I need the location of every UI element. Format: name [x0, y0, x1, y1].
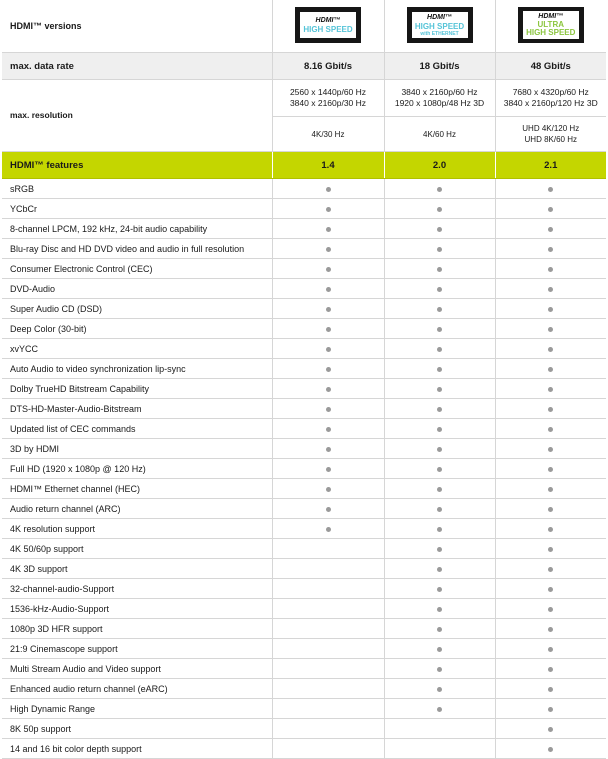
supported-dot-icon: [548, 527, 553, 532]
support-cell: [495, 719, 606, 739]
support-cell: [272, 419, 384, 439]
support-cell: [384, 339, 495, 359]
supported-dot-icon: [548, 507, 553, 512]
supported-dot-icon: [326, 527, 331, 532]
support-cell: [495, 259, 606, 279]
support-cell: [495, 619, 606, 639]
supported-dot-icon: [548, 747, 553, 752]
feature-row: [2, 459, 606, 479]
supported-dot-icon: [548, 447, 553, 452]
supported-dot-icon: [437, 447, 442, 452]
features-header-label: HDMI™ features: [2, 152, 272, 179]
version-number: 2.1: [495, 152, 606, 179]
support-cell: [272, 219, 384, 239]
feature-name: Dolby TrueHD Bitstream Capability: [2, 379, 272, 399]
support-cell: [384, 539, 495, 559]
feature-name: DVD-Audio: [2, 279, 272, 299]
support-cell: [384, 739, 495, 759]
logo-brand: HDMI™: [538, 13, 564, 20]
support-cell: [272, 479, 384, 499]
support-cell: [272, 619, 384, 639]
supported-dot-icon: [437, 347, 442, 352]
logo-brand: HDMI™: [315, 16, 341, 24]
support-cell: [495, 279, 606, 299]
logo-brand: HDMI™: [427, 13, 452, 21]
logo-cell-2: [384, 0, 495, 53]
supported-dot-icon: [326, 187, 331, 192]
supported-dot-icon: [326, 327, 331, 332]
resolution-label: max. resolution: [2, 80, 272, 152]
support-cell: [384, 459, 495, 479]
data-rate-value: 48 Gbit/s: [495, 53, 606, 80]
support-cell: [495, 219, 606, 239]
support-cell: [495, 639, 606, 659]
support-cell: [384, 179, 495, 199]
logo-line: HIGH SPEED: [303, 24, 353, 34]
supported-dot-icon: [437, 287, 442, 292]
versions-row: [2, 0, 606, 53]
feature-row: [2, 579, 606, 599]
feature-name: 1080p 3D HFR support: [2, 619, 272, 639]
supported-dot-icon: [548, 407, 553, 412]
supported-dot-icon: [548, 467, 553, 472]
support-cell: [495, 419, 606, 439]
hdmi-high-speed-logo: [295, 7, 361, 43]
feature-name: Consumer Electronic Control (CEC): [2, 259, 272, 279]
supported-dot-icon: [548, 427, 553, 432]
hdmi-comparison-table: [2, 0, 606, 759]
support-cell: [384, 279, 495, 299]
supported-dot-icon: [548, 347, 553, 352]
support-cell: [495, 179, 606, 199]
supported-dot-icon: [437, 647, 442, 652]
feature-name: Multi Stream Audio and Video support: [2, 659, 272, 679]
supported-dot-icon: [548, 187, 553, 192]
feature-name: 4K 3D support: [2, 559, 272, 579]
versions-label: HDMI™ versions: [2, 0, 272, 53]
feature-name: 8K 50p support: [2, 719, 272, 739]
feature-name: Updated list of CEC commands: [2, 419, 272, 439]
support-cell: [272, 739, 384, 759]
support-cell: [384, 519, 495, 539]
feature-name: High Dynamic Range: [2, 699, 272, 719]
feature-name: DTS-HD-Master-Audio-Bitstream: [2, 399, 272, 419]
support-cell: [495, 599, 606, 619]
supported-dot-icon: [437, 367, 442, 372]
version-number: 1.4: [272, 152, 384, 179]
support-cell: [495, 499, 606, 519]
data-rate-row: [2, 53, 606, 80]
supported-dot-icon: [548, 707, 553, 712]
support-cell: [272, 659, 384, 679]
support-cell: [495, 479, 606, 499]
support-cell: [384, 219, 495, 239]
support-cell: [495, 519, 606, 539]
supported-dot-icon: [326, 507, 331, 512]
resolution-cell: 3840 x 2160p/60 Hz 1920 x 1080p/48 Hz 3D: [384, 80, 495, 117]
feature-name: Auto Audio to video synchronization lip-sync: [2, 359, 272, 379]
supported-dot-icon: [548, 727, 553, 732]
support-cell: [272, 259, 384, 279]
support-cell: [384, 559, 495, 579]
supported-dot-icon: [437, 627, 442, 632]
support-cell: [272, 359, 384, 379]
support-cell: [272, 399, 384, 419]
feature-name: YCbCr: [2, 199, 272, 219]
support-cell: [495, 539, 606, 559]
support-cell: [495, 339, 606, 359]
features-header-row: [2, 152, 606, 179]
supported-dot-icon: [437, 687, 442, 692]
support-cell: [384, 259, 495, 279]
supported-dot-icon: [326, 207, 331, 212]
resolution-row: [2, 80, 606, 117]
feature-name: Deep Color (30-bit): [2, 319, 272, 339]
feature-row: [2, 499, 606, 519]
feature-row: [2, 239, 606, 259]
supported-dot-icon: [548, 267, 553, 272]
feature-name: xvYCC: [2, 339, 272, 359]
logo-line: HIGH SPEED: [414, 21, 465, 31]
support-cell: [384, 659, 495, 679]
feature-name: 3D by HDMI: [2, 439, 272, 459]
support-cell: [272, 499, 384, 519]
support-cell: [384, 379, 495, 399]
feature-name: HDMI™ Ethernet channel (HEC): [2, 479, 272, 499]
feature-row: [2, 539, 606, 559]
supported-dot-icon: [548, 547, 553, 552]
feature-row: [2, 379, 606, 399]
support-cell: [495, 199, 606, 219]
feature-row: [2, 619, 606, 639]
supported-dot-icon: [437, 207, 442, 212]
feature-row: [2, 199, 606, 219]
support-cell: [272, 379, 384, 399]
resolution-cell: 4K/60 Hz: [384, 117, 495, 152]
feature-row: [2, 319, 606, 339]
support-cell: [272, 639, 384, 659]
support-cell: [384, 639, 495, 659]
logo-line: ULTRA: [537, 20, 564, 29]
supported-dot-icon: [548, 647, 553, 652]
supported-dot-icon: [326, 467, 331, 472]
feature-row: [2, 639, 606, 659]
supported-dot-icon: [437, 227, 442, 232]
supported-dot-icon: [326, 427, 331, 432]
supported-dot-icon: [326, 407, 331, 412]
support-cell: [272, 439, 384, 459]
supported-dot-icon: [548, 287, 553, 292]
supported-dot-icon: [548, 387, 553, 392]
supported-dot-icon: [437, 567, 442, 572]
feature-row: [2, 719, 606, 739]
supported-dot-icon: [437, 407, 442, 412]
data-rate-value: 8.16 Gbit/s: [272, 53, 384, 80]
feature-row: [2, 399, 606, 419]
resolution-cell: UHD 4K/120 Hz UHD 8K/60 Hz: [495, 117, 606, 152]
support-cell: [495, 579, 606, 599]
supported-dot-icon: [437, 507, 442, 512]
feature-name: 32-channel-audio-Support: [2, 579, 272, 599]
supported-dot-icon: [437, 467, 442, 472]
supported-dot-icon: [437, 707, 442, 712]
support-cell: [272, 599, 384, 619]
feature-name: Full HD (1920 x 1080p @ 120 Hz): [2, 459, 272, 479]
support-cell: [272, 239, 384, 259]
support-cell: [384, 679, 495, 699]
supported-dot-icon: [326, 247, 331, 252]
feature-row: [2, 359, 606, 379]
data-rate-label: max. data rate: [2, 53, 272, 80]
supported-dot-icon: [548, 367, 553, 372]
support-cell: [495, 319, 606, 339]
support-cell: [495, 559, 606, 579]
support-cell: [384, 359, 495, 379]
supported-dot-icon: [437, 267, 442, 272]
feature-name: Audio return channel (ARC): [2, 499, 272, 519]
supported-dot-icon: [437, 587, 442, 592]
feature-row: [2, 439, 606, 459]
feature-name: 4K 50/60p support: [2, 539, 272, 559]
feature-name: Enhanced audio return channel (eARC): [2, 679, 272, 699]
support-cell: [384, 419, 495, 439]
supported-dot-icon: [437, 247, 442, 252]
support-cell: [272, 179, 384, 199]
supported-dot-icon: [548, 607, 553, 612]
logo-line: with ETHERNET: [420, 30, 459, 37]
supported-dot-icon: [326, 267, 331, 272]
supported-dot-icon: [437, 547, 442, 552]
supported-dot-icon: [548, 627, 553, 632]
support-cell: [495, 379, 606, 399]
support-cell: [384, 599, 495, 619]
support-cell: [495, 239, 606, 259]
support-cell: [272, 579, 384, 599]
supported-dot-icon: [437, 187, 442, 192]
support-cell: [272, 319, 384, 339]
feature-name: 1536-kHz-Audio-Support: [2, 599, 272, 619]
supported-dot-icon: [437, 607, 442, 612]
feature-row: [2, 279, 606, 299]
supported-dot-icon: [548, 207, 553, 212]
support-cell: [272, 519, 384, 539]
supported-dot-icon: [326, 387, 331, 392]
supported-dot-icon: [548, 327, 553, 332]
support-cell: [272, 279, 384, 299]
data-rate-value: 18 Gbit/s: [384, 53, 495, 80]
support-cell: [495, 699, 606, 719]
support-cell: [272, 339, 384, 359]
support-cell: [272, 299, 384, 319]
feature-row: [2, 259, 606, 279]
supported-dot-icon: [326, 367, 331, 372]
feature-row: [2, 679, 606, 699]
table-body: [2, 0, 606, 759]
feature-row: [2, 339, 606, 359]
support-cell: [272, 459, 384, 479]
support-cell: [495, 299, 606, 319]
feature-name: 4K resolution support: [2, 519, 272, 539]
support-cell: [384, 699, 495, 719]
resolution-cell: 7680 x 4320p/60 Hz 3840 x 2160p/120 Hz 3D: [495, 80, 606, 117]
feature-name: 21:9 Cinemascope support: [2, 639, 272, 659]
supported-dot-icon: [548, 307, 553, 312]
support-cell: [384, 439, 495, 459]
support-cell: [384, 199, 495, 219]
support-cell: [495, 439, 606, 459]
supported-dot-icon: [437, 667, 442, 672]
feature-row: [2, 659, 606, 679]
feature-row: [2, 599, 606, 619]
support-cell: [384, 479, 495, 499]
support-cell: [384, 399, 495, 419]
supported-dot-icon: [548, 227, 553, 232]
supported-dot-icon: [437, 487, 442, 492]
support-cell: [384, 719, 495, 739]
supported-dot-icon: [437, 427, 442, 432]
support-cell: [384, 239, 495, 259]
supported-dot-icon: [437, 307, 442, 312]
supported-dot-icon: [437, 387, 442, 392]
feature-name: Super Audio CD (DSD): [2, 299, 272, 319]
support-cell: [384, 499, 495, 519]
resolution-cell: 2560 x 1440p/60 Hz 3840 x 2160p/30 Hz: [272, 80, 384, 117]
supported-dot-icon: [437, 327, 442, 332]
supported-dot-icon: [326, 487, 331, 492]
feature-row: [2, 179, 606, 199]
feature-row: [2, 559, 606, 579]
feature-name: 8-channel LPCM, 192 kHz, 24-bit audio capability: [2, 219, 272, 239]
support-cell: [384, 299, 495, 319]
support-cell: [495, 679, 606, 699]
feature-row: [2, 519, 606, 539]
feature-row: [2, 299, 606, 319]
supported-dot-icon: [326, 287, 331, 292]
supported-dot-icon: [548, 247, 553, 252]
supported-dot-icon: [548, 487, 553, 492]
support-cell: [272, 719, 384, 739]
support-cell: [272, 679, 384, 699]
support-cell: [495, 739, 606, 759]
logo-cell-3: [495, 0, 606, 53]
feature-name: 14 and 16 bit color depth support: [2, 739, 272, 759]
resolution-cell: 4K/30 Hz: [272, 117, 384, 152]
feature-name: Blu-ray Disc and HD DVD video and audio in full resolution: [2, 239, 272, 259]
logo-cell-1: [272, 0, 384, 53]
logo-line: HIGH SPEED: [526, 28, 576, 37]
feature-name: sRGB: [2, 179, 272, 199]
support-cell: [495, 459, 606, 479]
support-cell: [495, 399, 606, 419]
feature-row: [2, 699, 606, 719]
feature-row: [2, 219, 606, 239]
version-number: 2.0: [384, 152, 495, 179]
feature-row: [2, 479, 606, 499]
support-cell: [272, 559, 384, 579]
support-cell: [384, 319, 495, 339]
supported-dot-icon: [548, 567, 553, 572]
support-cell: [272, 699, 384, 719]
support-cell: [495, 359, 606, 379]
hdmi-high-speed-ethernet-logo: [407, 7, 473, 43]
support-cell: [495, 659, 606, 679]
supported-dot-icon: [326, 447, 331, 452]
feature-row: [2, 739, 606, 759]
supported-dot-icon: [548, 687, 553, 692]
feature-row: [2, 419, 606, 439]
supported-dot-icon: [326, 347, 331, 352]
support-cell: [384, 619, 495, 639]
supported-dot-icon: [326, 227, 331, 232]
supported-dot-icon: [437, 527, 442, 532]
support-cell: [272, 539, 384, 559]
hdmi-ultra-high-speed-logo: [518, 7, 584, 43]
support-cell: [272, 199, 384, 219]
support-cell: [384, 579, 495, 599]
supported-dot-icon: [326, 307, 331, 312]
supported-dot-icon: [548, 587, 553, 592]
supported-dot-icon: [548, 667, 553, 672]
